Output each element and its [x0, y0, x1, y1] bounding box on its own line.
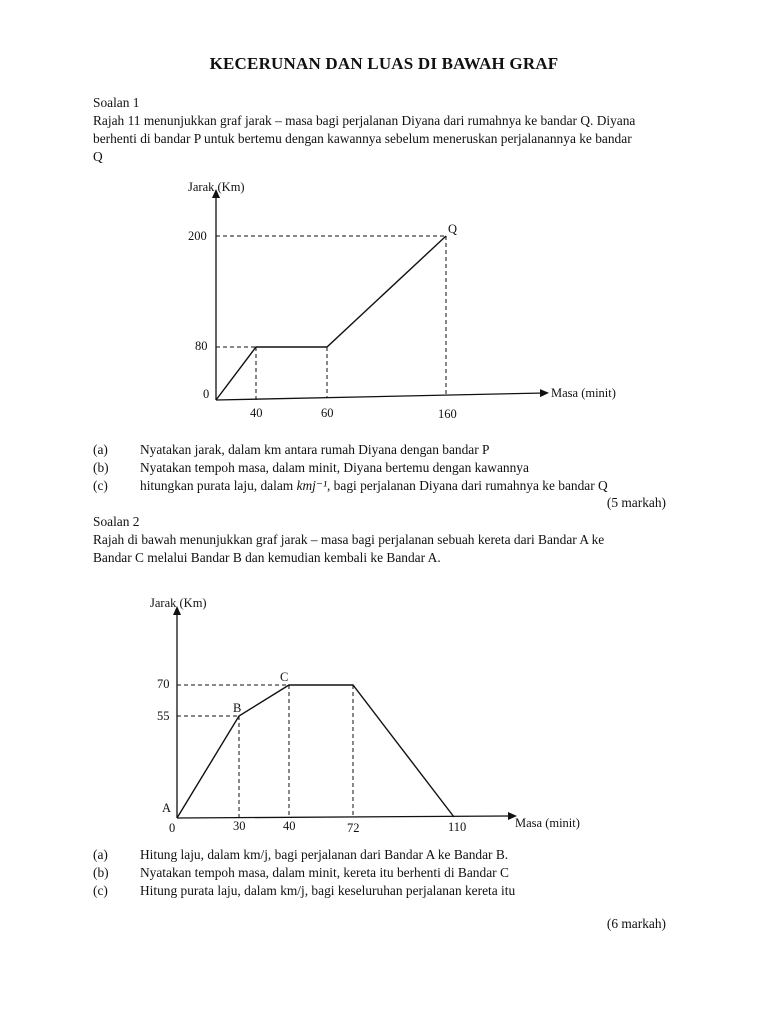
q1-item-b-text: Nyatakan tempoh masa, dalam minit, Diyana bertemu dengan kawannya — [140, 460, 529, 475]
q2-x-tick-40: 40 — [283, 819, 296, 833]
page-title: KECERUNAN DAN LUAS DI BAWAH GRAF — [209, 54, 559, 73]
q2-item-a-text: Hitung laju, dalam km/j, bagi perjalanan dari Bandar A ke Bandar B. — [140, 847, 509, 862]
q1-heading: Soalan 1 — [93, 95, 140, 110]
q2-marks: (6 markah) — [606, 916, 666, 931]
q2-x-tick-30: 30 — [233, 819, 246, 833]
q2-x-axis-label: Masa (minit) — [515, 816, 580, 830]
q2-heading: Soalan 2 — [93, 514, 140, 529]
q1-item-b-label: (b) — [93, 460, 109, 475]
q2-x-tick-72: 72 — [347, 821, 360, 835]
q2-intro-line-1: Rajah di bawah menunjukkan graf jarak – masa bagi perjalanan sebuah kereta dari Bandar A ke — [93, 532, 605, 547]
q1-y-tick-80: 80 — [195, 339, 208, 353]
q2-y-tick-55: 55 — [157, 709, 170, 723]
q1-x-tick-40: 40 — [250, 406, 263, 420]
q2-item-a-label: (a) — [93, 847, 108, 862]
q2-origin-label: 0 — [169, 821, 176, 835]
q2-y-tick-70: 70 — [157, 677, 170, 691]
q2-item-c-text: Hitung purata laju, dalam km/j, bagi keseluruhan perjalanan kereta itu — [140, 883, 516, 898]
q1-journey-line — [216, 236, 446, 400]
q2-item-b-label: (b) — [93, 865, 109, 880]
q1-marks: (5 markah) — [606, 495, 666, 510]
q1-intro-line-2: berhenti di bandar P untuk bertemu dengan kawannya sebelum meneruskan perjalanannya ke bandar — [93, 131, 632, 146]
q2-x-tick-110: 110 — [448, 820, 467, 834]
q1-x-tick-160: 160 — [438, 407, 457, 421]
q2-point-a-label: A — [162, 801, 172, 815]
q1-item-c-unit: kmj⁻¹ — [296, 478, 327, 493]
q2-item-b-text: Nyatakan tempoh masa, dalam minit, kereta itu berhenti di Bandar C — [140, 865, 509, 880]
q1-y-axis-label: Jarak (Km) — [188, 180, 245, 194]
q2-point-b-label: B — [233, 701, 242, 715]
q1-intro-line-1: Rajah 11 menunjukkan graf jarak – masa bagi perjalanan Diyana dari rumahnya ke bandar Q. Diyana — [93, 113, 636, 128]
q1-item-c-text-after: , bagi perjalanan Diyana dari rumahnya ke bandar Q — [326, 478, 608, 493]
q2-intro-line-2: Bandar C melalui Bandar B dan kemudian kembali ke Bandar A. — [93, 550, 441, 565]
q1-item-a-text: Nyatakan jarak, dalam km antara rumah Diyana dengan bandar P — [140, 442, 490, 457]
q1-x-axis-label: Masa (minit) — [551, 386, 616, 400]
q2-y-axis-label: Jarak (Km) — [150, 596, 207, 610]
q1-y-tick-200: 200 — [188, 229, 207, 243]
q1-item-c-label: (c) — [93, 478, 108, 493]
q1-item-c-text — [140, 477, 608, 495]
q1-origin-label: 0 — [203, 387, 210, 401]
q1-intro-line-3: Q — [93, 149, 103, 164]
q1-x-tick-60: 60 — [321, 406, 334, 420]
q1-point-q-label: Q — [448, 222, 458, 236]
q2-item-c-label: (c) — [93, 883, 108, 898]
q1-item-c-text-before: hitungkan purata laju, dalam — [140, 478, 297, 493]
q2-point-c-label: C — [280, 670, 289, 684]
q1-x-axis — [216, 393, 545, 400]
q1-item-a-label: (a) — [93, 442, 108, 457]
